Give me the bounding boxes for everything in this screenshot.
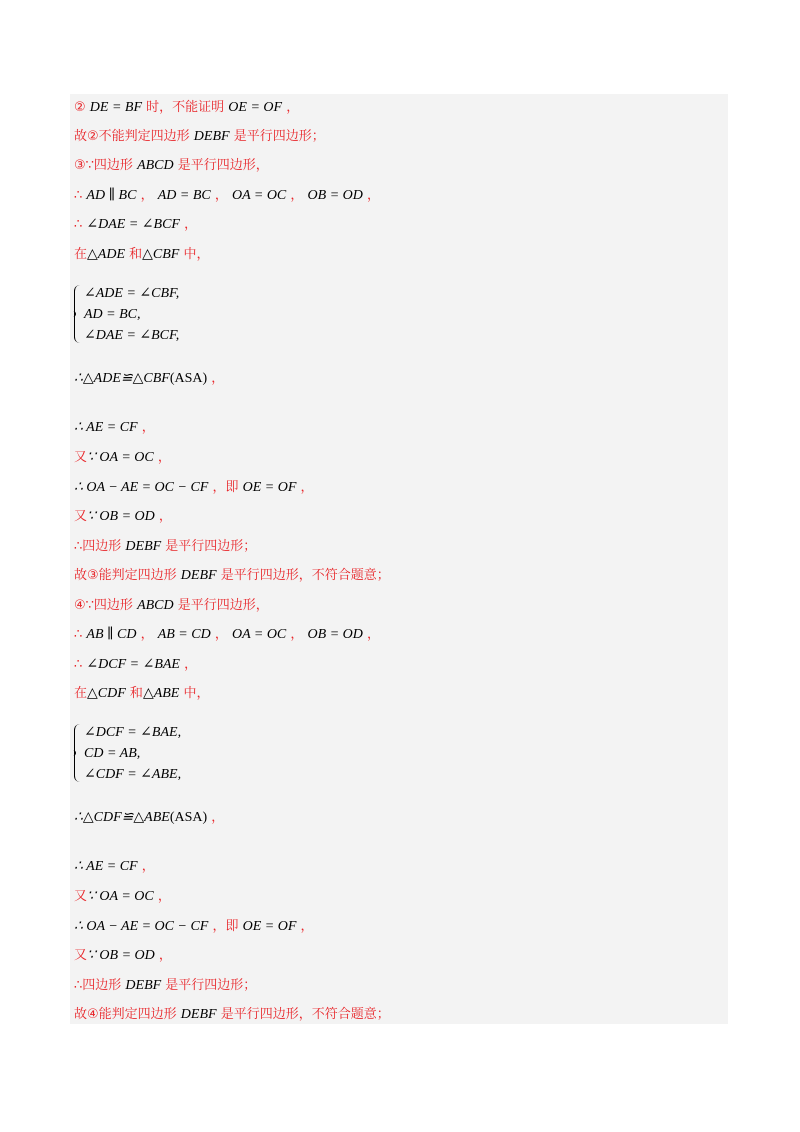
solution-line <box>74 917 314 936</box>
line-math: (ASA) <box>169 371 208 386</box>
line-text: ， <box>286 627 308 642</box>
line-text: ， <box>207 371 225 386</box>
line-text: 是平行四边形， <box>173 598 269 613</box>
line-text: 又 <box>74 889 88 904</box>
line-text: 和 <box>125 686 143 701</box>
line-text: ， <box>136 627 158 642</box>
line-text: ， <box>210 627 232 642</box>
line-math: AD ∥ BC <box>86 188 137 203</box>
line-text: ，即 <box>208 480 243 495</box>
line-math: OE = OF <box>228 100 283 115</box>
system-equation: AD = BC, <box>84 307 141 322</box>
line-text: ， <box>154 948 172 963</box>
line-text: 故④能判定四边形 <box>74 1007 181 1022</box>
system-equation: ∠CDF = ∠ABE, <box>84 767 182 782</box>
line-text: 又 <box>74 948 88 963</box>
line-text: ② <box>74 100 90 115</box>
line-text: 在 <box>74 247 88 262</box>
solution-line <box>74 186 380 205</box>
line-math: OB = OD <box>307 188 363 203</box>
line-math: △CDF <box>87 686 126 701</box>
line-math: OA = OC <box>231 627 287 642</box>
line-text: ∴ <box>74 627 87 642</box>
line-text: ∴四边形 <box>74 539 126 554</box>
solution-line <box>74 596 269 615</box>
line-math: △ABE <box>142 686 180 701</box>
line-text: ， <box>137 420 155 435</box>
line-math: OE = OF <box>242 919 297 934</box>
line-text: 是平行四边形； <box>229 129 325 144</box>
solution-line <box>74 537 256 556</box>
system-equation: ∠DCF = ∠BAE, <box>84 725 182 740</box>
line-math: ABCD <box>137 598 174 613</box>
line-math: DEBF <box>125 978 162 993</box>
line-math: DEBF <box>180 1007 217 1022</box>
line-text: 是平行四边形， <box>173 158 269 173</box>
solution-line <box>74 625 380 644</box>
solution-line <box>74 478 314 497</box>
line-math: ∴△ADE≌△CBF <box>74 371 170 386</box>
line-text: ， <box>210 188 232 203</box>
line-text: ，即 <box>208 919 243 934</box>
line-text: ， <box>282 100 300 115</box>
line-math: (ASA) <box>169 810 208 825</box>
solution-line <box>74 655 197 674</box>
line-text: 故③能判定四边形 <box>74 568 181 583</box>
line-text: 和 <box>125 247 143 262</box>
line-math: ABCD <box>137 158 174 173</box>
line-math: ∴ OA − AE = OC − CF <box>74 919 209 934</box>
line-math: △ADE <box>87 247 125 262</box>
line-text: 中， <box>179 686 210 701</box>
system-equation: ∠ADE = ∠CBF, <box>84 286 180 301</box>
solution-line <box>74 215 197 234</box>
line-text: ， <box>286 188 308 203</box>
line-text: 故②不能判定四边形 <box>74 129 194 144</box>
line-math: ∠DCF = ∠BAE <box>86 657 180 672</box>
line-text: ∴ <box>74 217 87 232</box>
line-text: ， <box>207 810 225 825</box>
solution-line <box>74 507 172 526</box>
solution-line <box>74 946 172 965</box>
line-text: ， <box>362 627 381 642</box>
solution-line <box>74 369 224 388</box>
line-text: ∴ <box>74 188 87 203</box>
line-text: ， <box>154 509 172 524</box>
solution-line <box>74 1005 390 1024</box>
line-math: ∴ AE = CF <box>74 859 138 874</box>
line-text: 又 <box>74 509 88 524</box>
line-math: OE = OF <box>242 480 297 495</box>
line-math: ∵ OB = OD <box>87 948 155 963</box>
line-text: 是平行四边形； <box>161 539 257 554</box>
left-brace-icon <box>74 724 81 782</box>
line-text: 时，不能证明 <box>142 100 229 115</box>
line-math: ∴ AE = CF <box>74 420 138 435</box>
solution-line <box>74 857 155 876</box>
line-text: ， <box>153 889 171 904</box>
solution-line <box>74 127 325 146</box>
system-equation: CD = AB, <box>84 746 141 761</box>
line-math: ∵ OA = OC <box>87 889 154 904</box>
line-text: ， <box>137 859 155 874</box>
line-text: ， <box>136 188 158 203</box>
line-math: AB = CD <box>157 627 211 642</box>
line-math: ∠DAE = ∠BCF <box>86 217 180 232</box>
line-text: ， <box>153 450 171 465</box>
solution-line <box>74 684 210 703</box>
solution-line <box>74 808 224 827</box>
line-text: ④∵四边形 <box>74 598 138 613</box>
line-text: 中， <box>179 247 210 262</box>
line-text: ， <box>296 480 314 495</box>
line-text: 又 <box>74 450 88 465</box>
system-equation: ∠DAE = ∠BCF, <box>84 328 180 343</box>
line-math: DEBF <box>180 568 217 583</box>
line-math: AB ∥ CD <box>86 627 137 642</box>
solution-line <box>74 448 171 467</box>
line-math: OA = OC <box>231 188 287 203</box>
line-text: 在 <box>74 686 88 701</box>
line-text: ， <box>296 919 314 934</box>
line-text: 是平行四边形，不符合题意； <box>216 568 390 583</box>
solution-line <box>74 566 390 585</box>
line-text: ∴ <box>74 657 87 672</box>
line-math: ∵ OB = OD <box>87 509 155 524</box>
solution-line <box>74 156 269 175</box>
line-math: ∴ OA − AE = OC − CF <box>74 480 209 495</box>
solution-line <box>74 976 256 995</box>
line-text: ∴四边形 <box>74 978 126 993</box>
solution-line <box>74 98 299 117</box>
line-text: ③∵四边形 <box>74 158 138 173</box>
line-math: OB = OD <box>307 627 363 642</box>
line-text: 是平行四边形； <box>161 978 257 993</box>
line-math: DEBF <box>125 539 162 554</box>
solution-line <box>74 245 210 264</box>
line-math: △CBF <box>142 247 180 262</box>
line-math: ∵ OA = OC <box>87 450 154 465</box>
line-text: ， <box>362 188 381 203</box>
line-math: DE = BF <box>89 100 143 115</box>
line-text: ， <box>179 217 198 232</box>
line-text: 是平行四边形，不符合题意； <box>216 1007 390 1022</box>
line-math: AD = BC <box>157 188 211 203</box>
solution-line <box>74 887 171 906</box>
line-math: DEBF <box>193 129 230 144</box>
line-text: ， <box>179 657 198 672</box>
solution-line <box>74 418 155 437</box>
line-math: ∴△CDF≌△ABE <box>74 810 170 825</box>
left-brace-icon <box>74 285 81 343</box>
